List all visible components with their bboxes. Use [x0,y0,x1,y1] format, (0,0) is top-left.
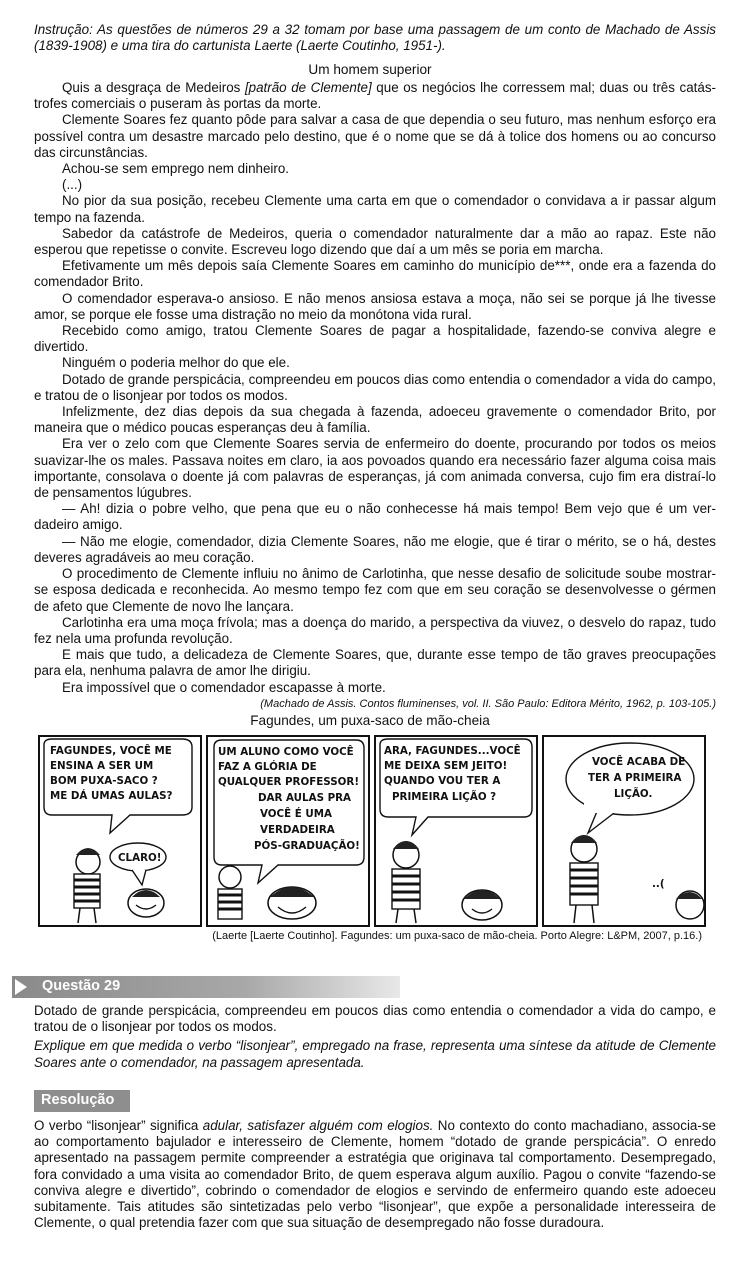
story-paragraph: — Ah! dizia o pobre velho, que pena que eu o não conhecesse há mais tempo! Bem vejo que é um verdadeiro amigo. [34,501,716,533]
comic-title: Fagundes, um puxa-saco de mão-cheia [250,713,490,728]
panel4-line: LIÇÃO. [614,788,653,800]
panel3-line: ARA, FAGUNDES...VOCÊ [384,745,521,757]
comic-panel-4 [542,735,706,927]
panel1-line: BOM PUXA-SACO ? [50,775,158,787]
story-paragraph: Recebido como amigo, tratou Clemente Soares de pagar a hospitalidade, fazendo-se conviva alegre e divertido. [34,323,716,355]
story-citation: (Machado de Assis. Contos fluminenses, vol. II. São Paulo: Editora Mérito, 1962, p. 103-105.) [260,697,716,710]
comic-panel-1 [38,735,202,927]
question-label: Questão 29 [42,978,121,994]
story-paragraph: Infelizmente, dez dias depois da sua chegada à fazenda, adoeceu gravemente o comendador Brito, por maneira que o médico poucas esperanças deu à família. [34,404,716,436]
friend-character-figure [462,890,502,920]
fagundes-character-figure [392,841,420,923]
instruction-text: Instrução: As questões de números 29 a 32 tomam por base uma passagem de um conto de Machado de Assis (1839-1908) e uma tira do cartunista Laerte (Laerte Coutinho, 1951-). [34,22,716,54]
panel2-line: FAZ A GLÓRIA DE [218,761,317,773]
panel2-line: QUALQUER PROFESSOR! [218,776,360,788]
story-paragraph: O procedimento de Clemente influiu no ânimo de Carlotinha, que nesse desafio de solicitude soube mostrar-se esposa dedicada e reconhecida. Ao mesmo tempo fez com que em seu coração se desenvolvesse o gérmen de afeto que Clemente de novo lhe lançara. [34,566,716,614]
story-paragraph: Era ver o zelo com que Clemente Soares servia de enfermeiro do doente, procurando por todos os meios suavizar-lhe os males. Passava noites em claro, ia aos povoados quando era necessário fazer alguma coisa mais importante, consolava o doente já com palavras de esperanças, já com animada conversa, cujo fim era distraí-lo de pensamentos lúgubres. [34,436,716,501]
panel2-line: VERDADEIRA [260,824,335,836]
story-paragraph: Dotado de grande perspicácia, compreendeu em poucos dias como entendia o comendador a vida do campo, e tratou de o lisonjear por todos os modos. [34,371,716,403]
panel2-line: UM ALUNO COMO VOCÊ [218,746,354,758]
story-paragraph: Era impossível que o comendador escapasse à morte. [62,679,386,695]
panel1-line: ENSINA A SER UM [50,760,154,772]
panel4-line: VOCÊ ACABA DE [592,756,686,768]
panel1-line: FAGUNDES, VOCÊ ME [50,745,172,757]
story-paragraph: Carlotinha era uma moça frívola; mas a doença do marido, a perspectiva da viuvez, o desvelo do rapaz, tudo fez nela uma profunda revolução. [34,614,716,646]
friend-character-figure [676,891,704,919]
story-paragraph: Ninguém o poderia melhor do que ele. [62,355,290,371]
panel2-line: DAR AULAS PRA [258,792,352,804]
story-paragraph: Clemente Soares fez quanto pôde para salvar a casa de que dependia o seu futuro, mas nenhum esforço era possível contra um desastre marcado pelo destino, que é o nome que se dá à tolice dos homens ou ao concurso das circunstâncias. [34,112,716,160]
panel2-line: PÓS-GRADUAÇÃO! [254,840,360,852]
story-paragraph: — Não me elogie, comendador, dizia Clemente Soares, não me elogie, que é tirar o mérito, se o há, destes deveres agradáveis ao meu coração. [34,533,716,565]
play-arrow-icon [15,979,27,995]
fagundes-character-figure [218,866,242,919]
resolution-header [34,1090,130,1112]
story-paragraph: (...) [62,177,83,193]
story-paragraph: Achou-se sem emprego nem dinheiro. [62,161,290,177]
question-prompt: Explique em que medida o verbo “lisonjear”, empregado na frase, representa uma síntese da atitude de Clemente Soares ante o comendador, na passagem apresentada. [34,1038,716,1070]
comic-strip [38,735,702,927]
panel1-line: ME DÁ UMAS AULAS? [50,790,173,802]
comic-panel-2 [206,735,370,927]
panel4-sound: ..( [652,878,665,890]
story-paragraph: Sabedor da catástrofe de Medeiros, queria o comendador naturalmente dar a mão ao rapaz. Este não esperou que repetisse o convite. Escreveu logo dizendo que daí a um mês se poria em marcha. [34,225,716,258]
fagundes-character-figure [74,848,100,923]
story-title: Um homem superior [308,62,432,77]
panel4-line: TER A PRIMEIRA [588,772,682,784]
panel1-reply: CLARO! [118,852,162,864]
question-body [34,1003,716,1074]
friend-character-figure [268,887,316,919]
comic-panel-3 [374,735,538,927]
story-paragraph: No pior da sua posição, recebeu Clemente uma carta em que o comendador o convidava a ir passar algum tempo na fazenda. [34,193,716,225]
story-paragraph: Quis a desgraça de Medeiros [patrão de Clemente] que os negócios lhe corressem mal; duas ou três catástrofes comerciais o puseram às portas da morte. [34,80,716,112]
fagundes-character-figure [570,835,598,923]
story-paragraph: Efetivamente um mês depois saía Clemente Soares em caminho do município de***, onde era a fazenda do comendador Brito. [34,258,716,290]
panel3-line: ME DEIXA SEM JEITO! [384,760,508,772]
panel3-line: QUANDO VOU TER A [384,775,501,787]
resolution-label: Resolução [41,1092,115,1108]
friend-character-figure [128,889,164,917]
panel3-line: PRIMEIRA LIÇÃO ? [392,791,497,803]
resolution-text: O verbo “lisonjear” significa adular, satisfazer alguém com elogios. No contexto do conto machadiano, associa-se ao comportamento bajulador e interesseiro de Clemente, homem “dotado de grande perspicácia”. O enredo apresentado na passagem permite compreender a estratégia que originava tal comportamento. Desempregado, fora convidado a uma visita ao comendador Brito, de quem esperava algum auxílio. Pagou o convite “fazendo-se conviva alegre e divertido”, cobrindo o comendador de elogios e servindo de enfermeiro quando este adoeceu subitamente. Tais atitudes são sintetizadas pelo verbo “lisonjear”, que expõe a personalidade interesseira de Clemente, o qual pretendia fazer com que sua situação de desempregado não fosse duradoura. [34,1118,716,1231]
story-paragraph: E mais que tudo, a delicadeza de Clemente Soares, que, durante esse tempo de tão graves preocupações para ela, nenhuma palavra de amor lhe dirigiu. [34,647,716,679]
story-paragraph: O comendador esperava-o ansioso. E não menos ansiosa estava a moça, não sei se porque já lhe tivesse amor, se porque ele fosse uma distração no meio da monótona vida rural. [34,290,716,322]
panel2-line: VOCÊ É UMA [260,808,332,820]
resolution-body [34,1118,716,1231]
story-text [34,80,716,712]
comic-citation: (Laerte [Laerte Coutinho]. Fagundes: um puxa-saco de mão-cheia. Porto Alegre: L&PM, 2007, p.16.) [212,930,702,942]
question-quote: Dotado de grande perspicácia, compreendeu em poucos dias como entendia o comendador a vida do campo, e tratou de o lisonjear por todos os modos. [34,1003,716,1035]
question-header [12,976,400,998]
